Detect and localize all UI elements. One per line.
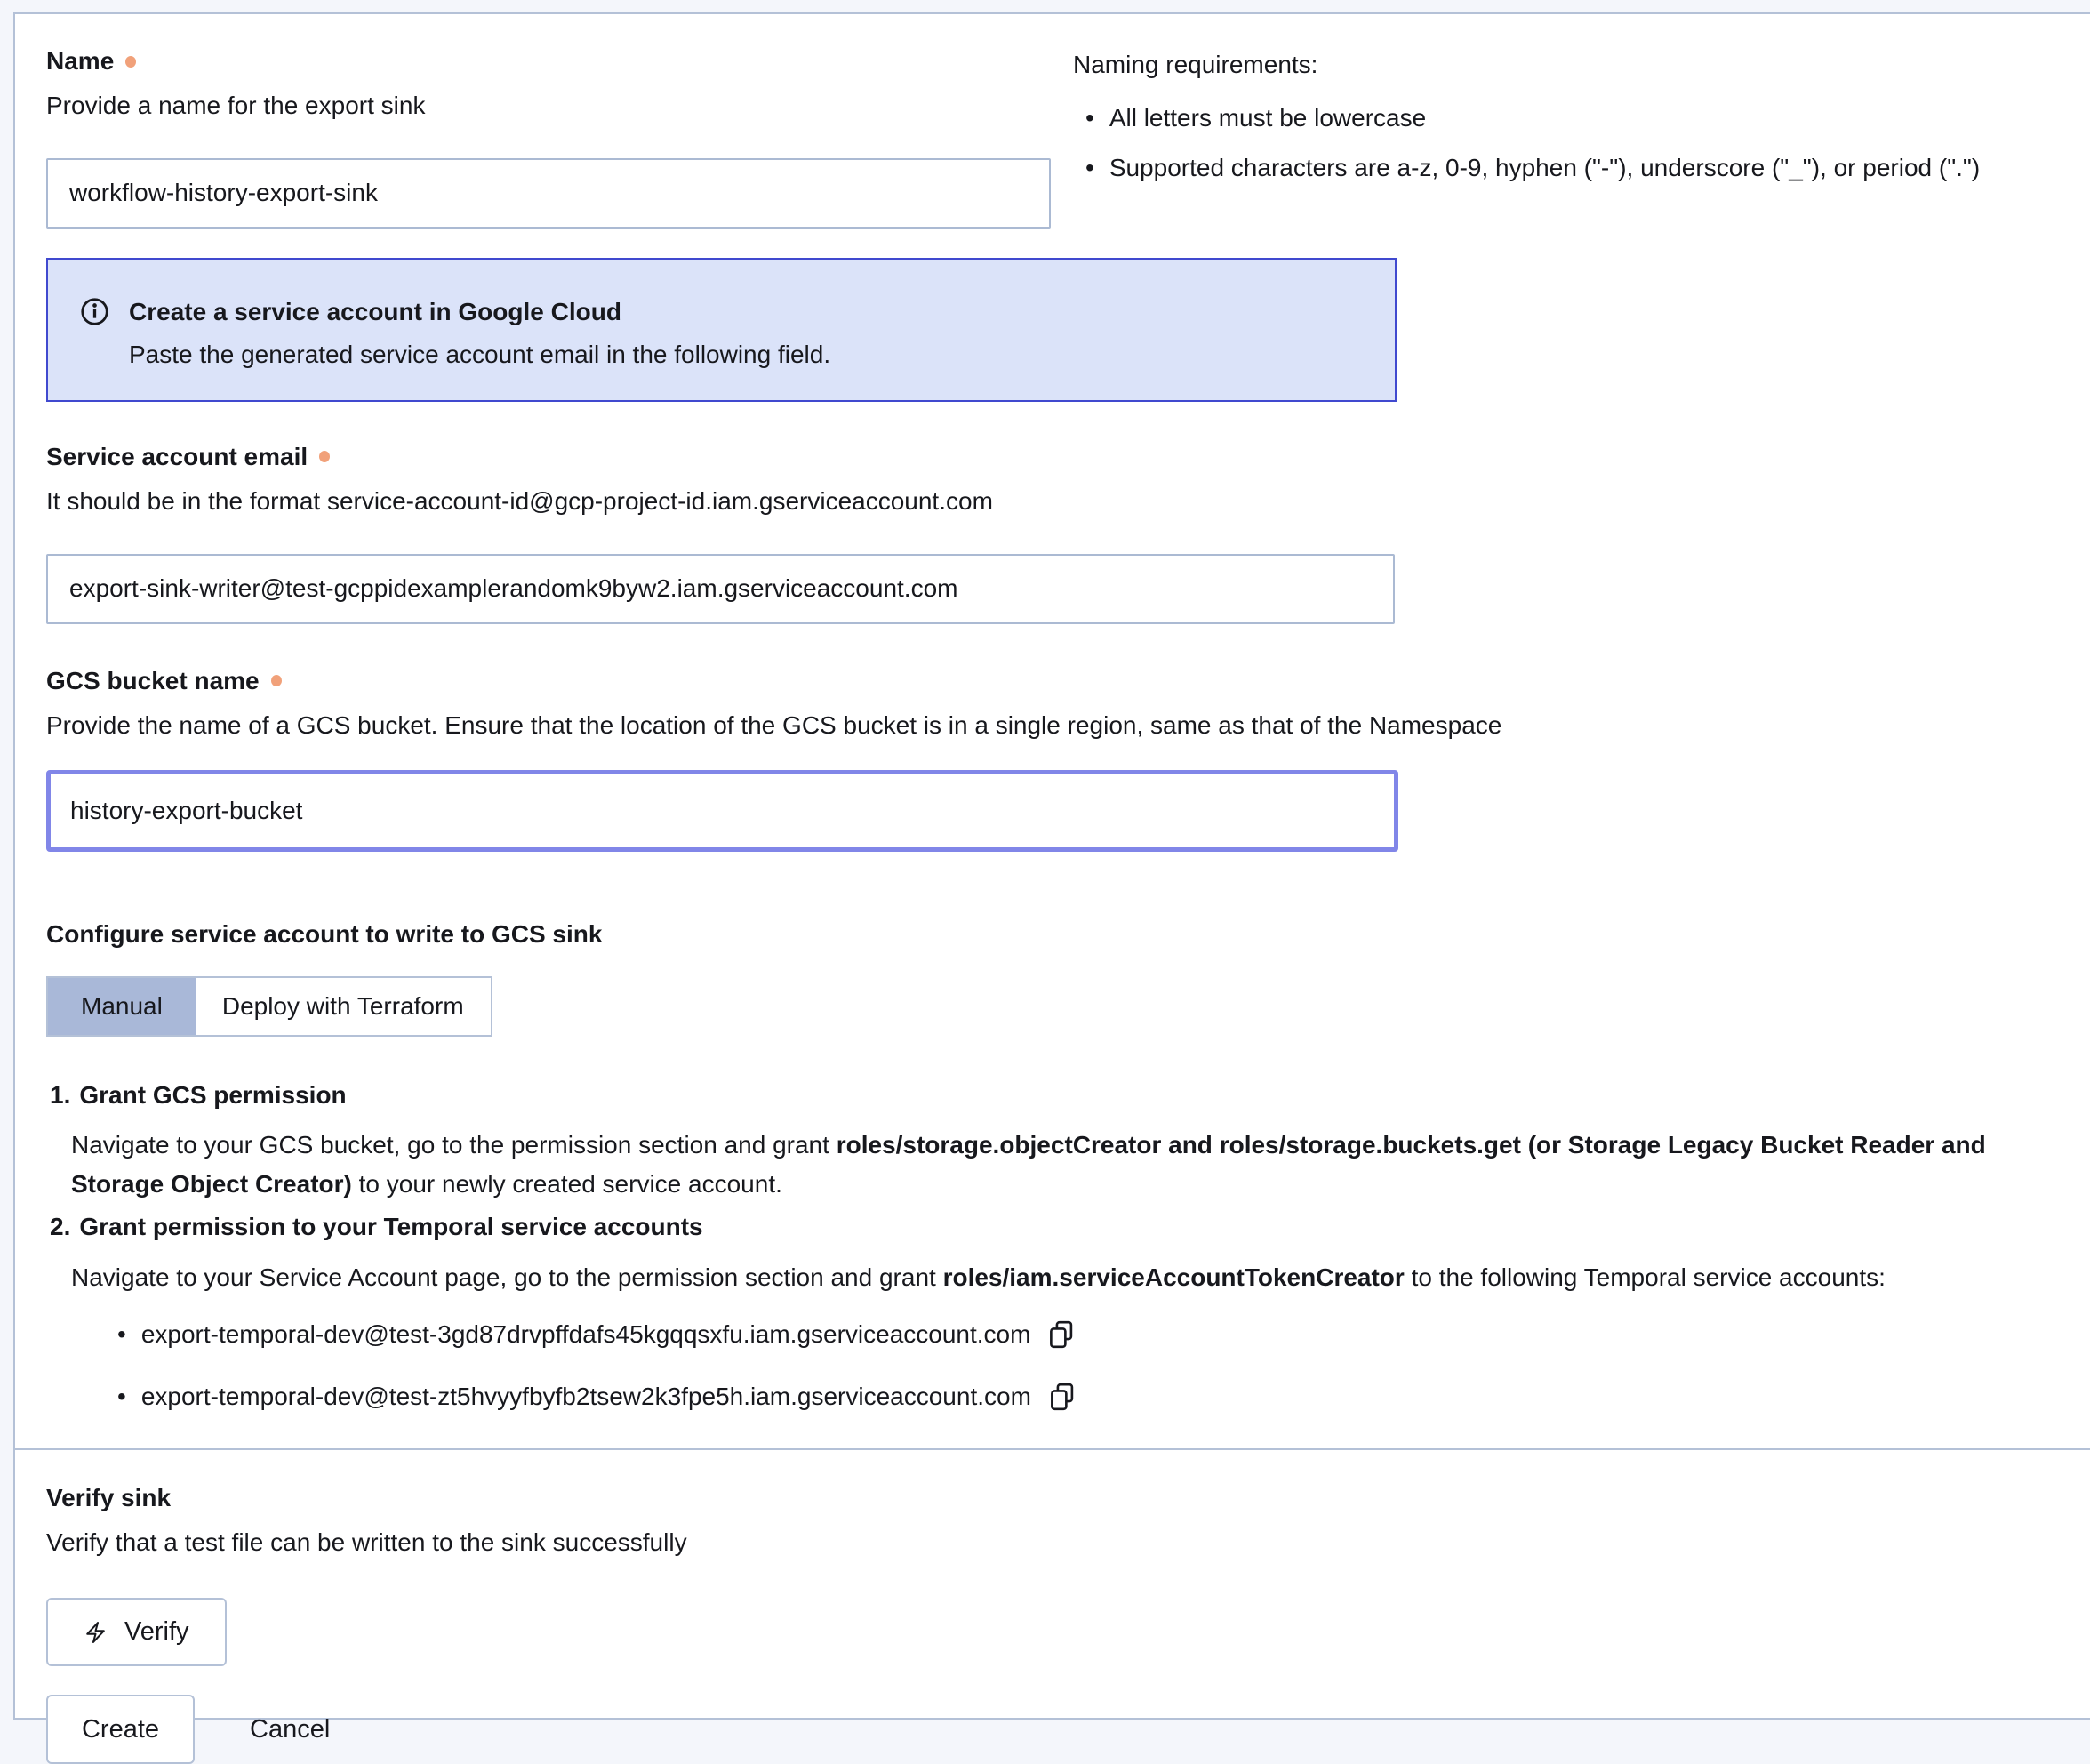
temporal-account-email: export-temporal-dev@test-zt5hvyyfbyfb2tsew2k3fpe5h.iam.gserviceaccount.com <box>140 1382 1031 1410</box>
name-label: Name <box>46 47 115 75</box>
step-grant-temporal-permission <box>46 1211 2090 1296</box>
naming-requirement-text: All letters must be lowercase <box>1109 104 1427 132</box>
service-account-email-input[interactable] <box>46 554 1395 624</box>
step-grant-gcs-permission <box>46 1079 2090 1204</box>
service-account-label: Service account email <box>46 442 308 470</box>
temporal-account-item <box>117 1319 2090 1351</box>
bullet-icon: • <box>1085 104 1094 132</box>
name-description: Provide a name for the export sink <box>46 92 426 120</box>
verify-sink-heading: Verify sink <box>46 1484 172 1512</box>
export-sink-form-panel <box>13 12 2090 1744</box>
bullet-icon: • <box>1085 153 1094 181</box>
tab-deploy-with-terraform[interactable]: Deploy with Terraform <box>196 978 491 1035</box>
bullet-icon: • <box>117 1319 126 1348</box>
gcs-bucket-name-input[interactable] <box>46 770 1398 852</box>
required-dot-icon <box>271 675 282 686</box>
required-dot-icon <box>319 451 330 462</box>
copy-icon <box>1049 1383 1076 1411</box>
bucket-description: Provide the name of a GCS bucket. Ensure that the location of the GCS bucket is in a single region, same as that of the Namespace <box>46 710 1502 739</box>
name-label-row <box>46 45 1051 77</box>
step-body: Navigate to your Service Account page, go to the permission section and grant roles/iam.serviceAccountTokenCreator to the following Temporal service accounts: <box>71 1263 1886 1291</box>
copy-button[interactable] <box>1048 1320 1075 1349</box>
verify-button-label: Verify <box>124 1617 189 1647</box>
info-banner-title: Create a service account in Google Cloud <box>129 297 621 325</box>
bucket-label: GCS bucket name <box>46 666 260 694</box>
lightning-bolt-icon <box>84 1619 108 1646</box>
service-account-description: It should be in the format service-account-id@gcp-project-id.iam.gserviceaccount.com <box>46 487 993 516</box>
create-button[interactable]: Create <box>46 1695 195 1764</box>
naming-requirement-item <box>1085 152 2090 184</box>
naming-requirements-title: Naming requirements: <box>1073 51 1318 78</box>
config-tab-group <box>46 976 492 1037</box>
required-dot-icon <box>125 56 136 68</box>
verify-button[interactable] <box>46 1598 227 1666</box>
section-divider <box>15 1448 2090 1450</box>
bullet-icon: • <box>117 1382 126 1410</box>
name-input[interactable] <box>46 158 1051 229</box>
info-banner <box>46 258 1397 402</box>
cancel-button[interactable]: Cancel <box>250 1714 331 1744</box>
copy-icon <box>1048 1320 1075 1349</box>
copy-button[interactable] <box>1049 1383 1076 1411</box>
temporal-account-item <box>117 1381 2090 1413</box>
step-title: Grant permission to your Temporal service accounts <box>79 1213 703 1241</box>
naming-requirements <box>1073 45 2090 229</box>
temporal-account-email: export-temporal-dev@test-3gd87drvpffdafs45kgqqsxfu.iam.gserviceaccount.com <box>140 1319 1031 1348</box>
step-title: Grant GCS permission <box>79 1080 347 1109</box>
bucket-label-row <box>46 665 2090 697</box>
naming-requirement-item <box>1085 102 2090 134</box>
step-number: 2. <box>50 1213 71 1241</box>
service-account-label-row <box>46 441 2090 473</box>
tab-manual[interactable]: Manual <box>48 978 196 1035</box>
naming-requirement-text: Supported characters are a-z, 0-9, hyphen ("-"), underscore ("_"), or period (".") <box>1109 153 1981 181</box>
configure-section-heading: Configure service account to write to GCS sink <box>46 920 603 949</box>
info-icon <box>80 297 109 326</box>
info-banner-body: Paste the generated service account email in the following field. <box>129 341 831 369</box>
step-body: Navigate to your GCS bucket, go to the permission section and grant roles/storage.objectCreator and roles/storage.buckets.get (or Storage Legacy Bucket Reader and Storage Object Creator) to your newly created service account. <box>71 1131 1986 1199</box>
verify-sink-description: Verify that a test file can be written to the sink successfully <box>46 1527 687 1556</box>
step-number: 1. <box>50 1080 71 1109</box>
